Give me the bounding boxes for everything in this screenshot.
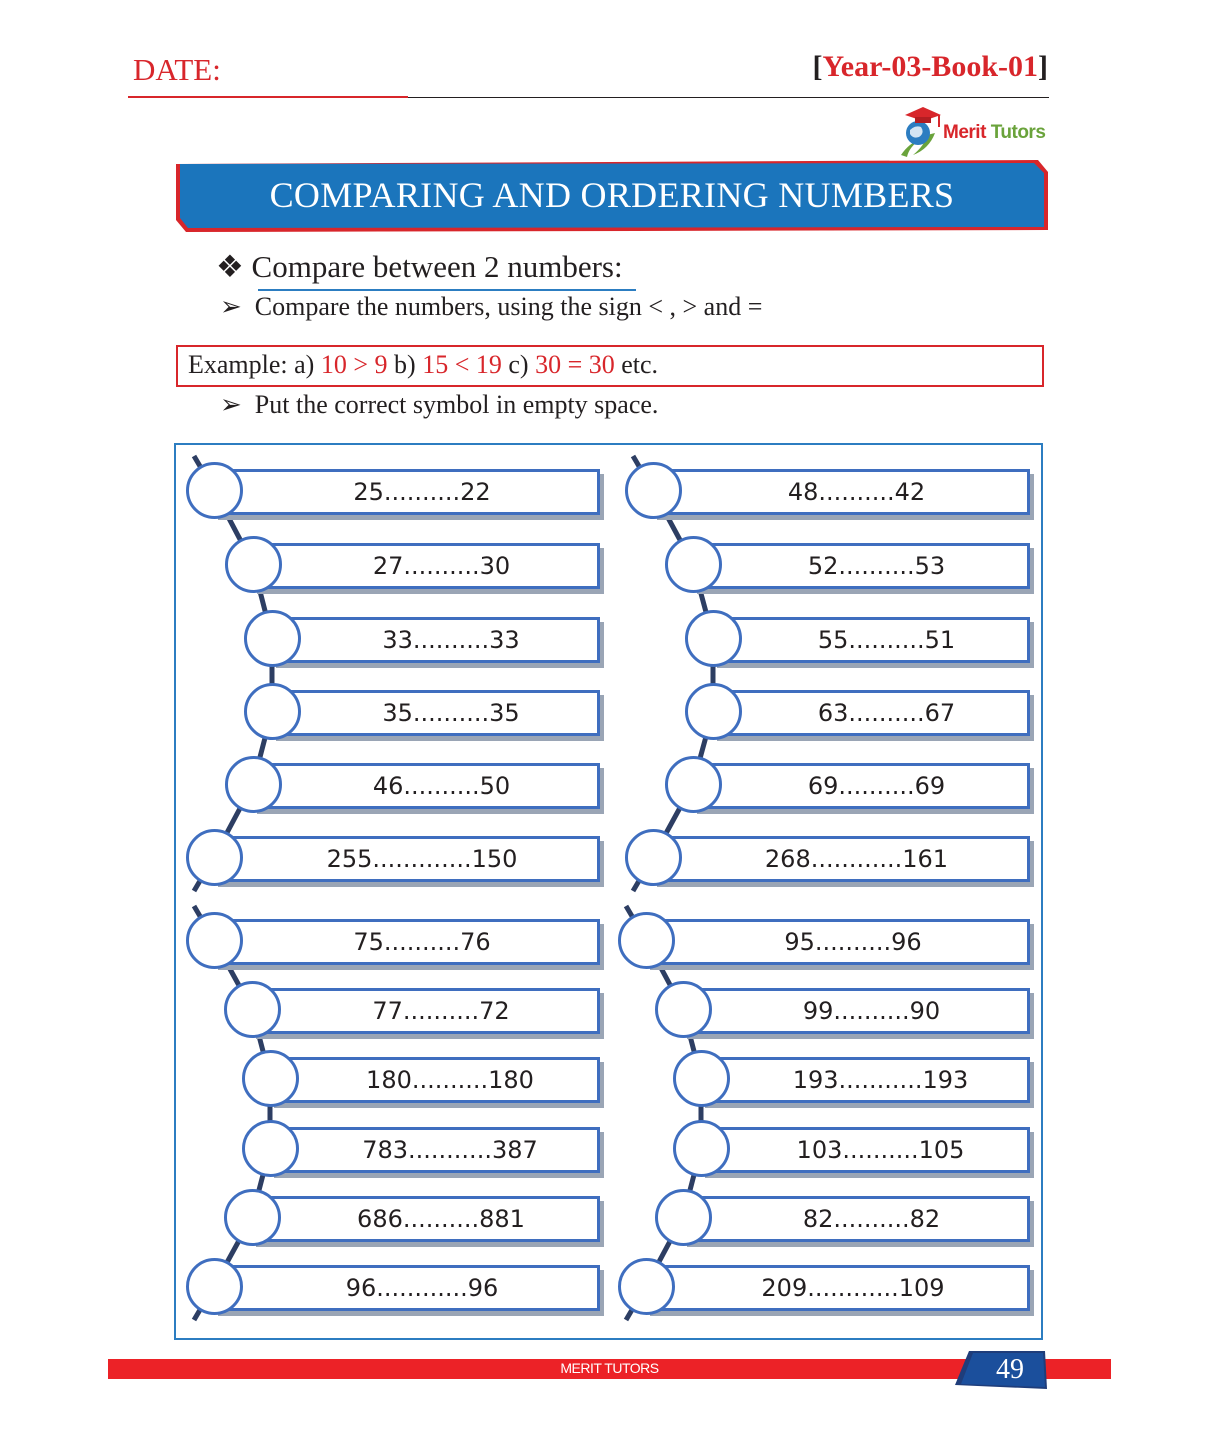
answer-circle[interactable] [186, 462, 243, 519]
comparison-item [673, 1054, 1030, 1110]
comparison-item [625, 833, 1030, 889]
logo-text [943, 122, 1045, 144]
comparison-bar [683, 988, 1030, 1034]
instruction-fill-text: Put the correct symbol in empty space. [254, 390, 659, 419]
instruction-compare [220, 292, 762, 322]
example-suffix: etc. [614, 350, 659, 379]
comparison-item [186, 466, 600, 522]
example-prefix: Example: a) [188, 350, 321, 379]
example-c: 30 = 30 [535, 350, 615, 379]
section-heading [216, 249, 623, 285]
comparison-text: 75..........76 [353, 928, 491, 956]
date-label: DATE: [133, 52, 221, 87]
answer-circle[interactable] [655, 1189, 712, 1246]
comparison-bar [701, 1057, 1030, 1103]
page-number: 49 [996, 1354, 1024, 1385]
answer-circle[interactable] [685, 610, 742, 667]
example-b: 15 < 19 [422, 350, 502, 379]
page-title: COMPARING AND ORDERING NUMBERS [269, 175, 955, 215]
comparison-text: 63..........67 [817, 699, 956, 727]
comparison-bar [653, 836, 1030, 882]
comparison-item [244, 614, 600, 670]
comparison-item [224, 1193, 600, 1249]
comparison-item [625, 466, 1030, 522]
comparison-bar [253, 763, 600, 809]
comparison-text: 46..........50 [372, 772, 511, 800]
answer-circle[interactable] [625, 462, 682, 519]
answer-circle[interactable] [685, 683, 742, 740]
bracket-open: [ [812, 50, 823, 83]
diamond-bullet-icon: ❖ [216, 249, 244, 284]
comparison-item [665, 760, 1030, 816]
section-heading-text: Compare between 2 numbers: [251, 249, 623, 284]
answer-circle[interactable] [244, 610, 301, 667]
comparison-bar [646, 919, 1030, 965]
comparison-item [242, 1054, 600, 1110]
answer-circle[interactable] [625, 829, 682, 886]
comparison-item [685, 687, 1030, 743]
comparison-bar [713, 617, 1030, 663]
comparison-text: 69..........69 [807, 772, 946, 800]
comparison-bar [272, 690, 600, 736]
comparison-text: 35..........35 [382, 699, 520, 727]
comparison-item [665, 540, 1030, 596]
answer-circle[interactable] [673, 1050, 730, 1107]
comparison-bar [214, 919, 600, 965]
answer-circle[interactable] [242, 1120, 299, 1177]
comparison-text: 77..........72 [372, 997, 510, 1025]
comparison-item [224, 985, 600, 1041]
comparison-bar [683, 1196, 1030, 1242]
arrow-bullet-icon: ➢ [220, 292, 242, 321]
comparison-bar [214, 469, 600, 515]
comparison-item [618, 1262, 1030, 1318]
comparison-text: 33..........33 [382, 626, 520, 654]
logo-word-merit: Merit [943, 122, 986, 143]
bracket-close: ] [1038, 50, 1048, 83]
header-rule-red [128, 96, 408, 98]
comparison-bar [252, 1196, 600, 1242]
comparison-text: 686..........881 [357, 1205, 525, 1233]
comparison-text: 55..........51 [817, 626, 956, 654]
comparison-bar [653, 469, 1030, 515]
answer-circle[interactable] [665, 536, 722, 593]
comparison-bar [272, 617, 600, 663]
answer-circle[interactable] [618, 1258, 675, 1315]
example-a: 10 > 9 [320, 350, 388, 379]
footer-text: MERIT TUTORS [560, 1360, 659, 1376]
comparison-text: 783...........387 [362, 1136, 538, 1164]
answer-circle[interactable] [242, 1050, 299, 1107]
instruction-compare-text: Compare the numbers, using the sign < , > and = [254, 292, 763, 321]
comparison-item [655, 1193, 1030, 1249]
graduation-cap-globe-icon [901, 107, 941, 157]
answer-circle[interactable] [224, 1189, 281, 1246]
answer-circle[interactable] [673, 1120, 730, 1177]
comparison-item [186, 1262, 600, 1318]
comparison-text: 25..........22 [353, 478, 491, 506]
comparison-bar [701, 1127, 1030, 1173]
comparison-bar [646, 1265, 1030, 1311]
answer-circle[interactable] [186, 912, 243, 969]
comparison-bar [693, 543, 1030, 589]
comparison-item [186, 833, 600, 889]
book-code [812, 50, 1048, 84]
comparison-bar [693, 763, 1030, 809]
comparison-bar [252, 988, 600, 1034]
comparison-text: 95..........96 [784, 928, 922, 956]
answer-circle[interactable] [244, 683, 301, 740]
example-b-label: b) [387, 350, 423, 379]
example-c-label: c) [501, 350, 536, 379]
comparison-bar [214, 1265, 600, 1311]
answer-circle[interactable] [618, 912, 675, 969]
book-code-text: Year-03-Book-01 [822, 50, 1038, 83]
comparison-text: 27..........30 [372, 552, 511, 580]
answer-circle[interactable] [225, 756, 282, 813]
answer-circle[interactable] [225, 536, 282, 593]
comparison-item [225, 540, 600, 596]
comparison-item [618, 916, 1030, 972]
comparison-bar [713, 690, 1030, 736]
answer-circle[interactable] [224, 981, 281, 1038]
comparison-text: 99..........90 [802, 997, 941, 1025]
heading-underline [258, 289, 636, 291]
comparison-text: 209............109 [761, 1274, 945, 1302]
comparison-bar [270, 1057, 600, 1103]
answer-circle[interactable] [665, 756, 722, 813]
answer-circle[interactable] [655, 981, 712, 1038]
comparison-text: 96............96 [345, 1274, 499, 1302]
comparison-text: 180..........180 [366, 1066, 534, 1094]
comparison-bar [253, 543, 600, 589]
comparison-item [673, 1124, 1030, 1180]
comparison-text: 52..........53 [807, 552, 946, 580]
comparison-text: 268............161 [764, 845, 949, 873]
answer-circle[interactable] [186, 829, 243, 886]
comparison-item [242, 1124, 600, 1180]
answer-circle[interactable] [186, 1258, 243, 1315]
comparison-text: 103..........105 [796, 1136, 965, 1164]
instruction-fill [220, 390, 658, 420]
comparison-text: 255.............150 [326, 845, 518, 873]
comparison-text: 48..........42 [787, 478, 926, 506]
comparison-text: 193...........193 [792, 1066, 969, 1094]
logo-word-tutors: Tutors [990, 122, 1046, 143]
comparison-item [186, 916, 600, 972]
comparison-bar [270, 1127, 600, 1173]
comparison-item [655, 985, 1030, 1041]
comparison-text: 82..........82 [802, 1205, 941, 1233]
example-text [188, 350, 658, 380]
arrow-bullet-icon: ➢ [220, 390, 242, 419]
comparison-item [244, 687, 600, 743]
comparison-item [225, 760, 600, 816]
header-rule-black [408, 97, 1049, 98]
comparison-item [685, 614, 1030, 670]
comparison-bar [214, 836, 600, 882]
